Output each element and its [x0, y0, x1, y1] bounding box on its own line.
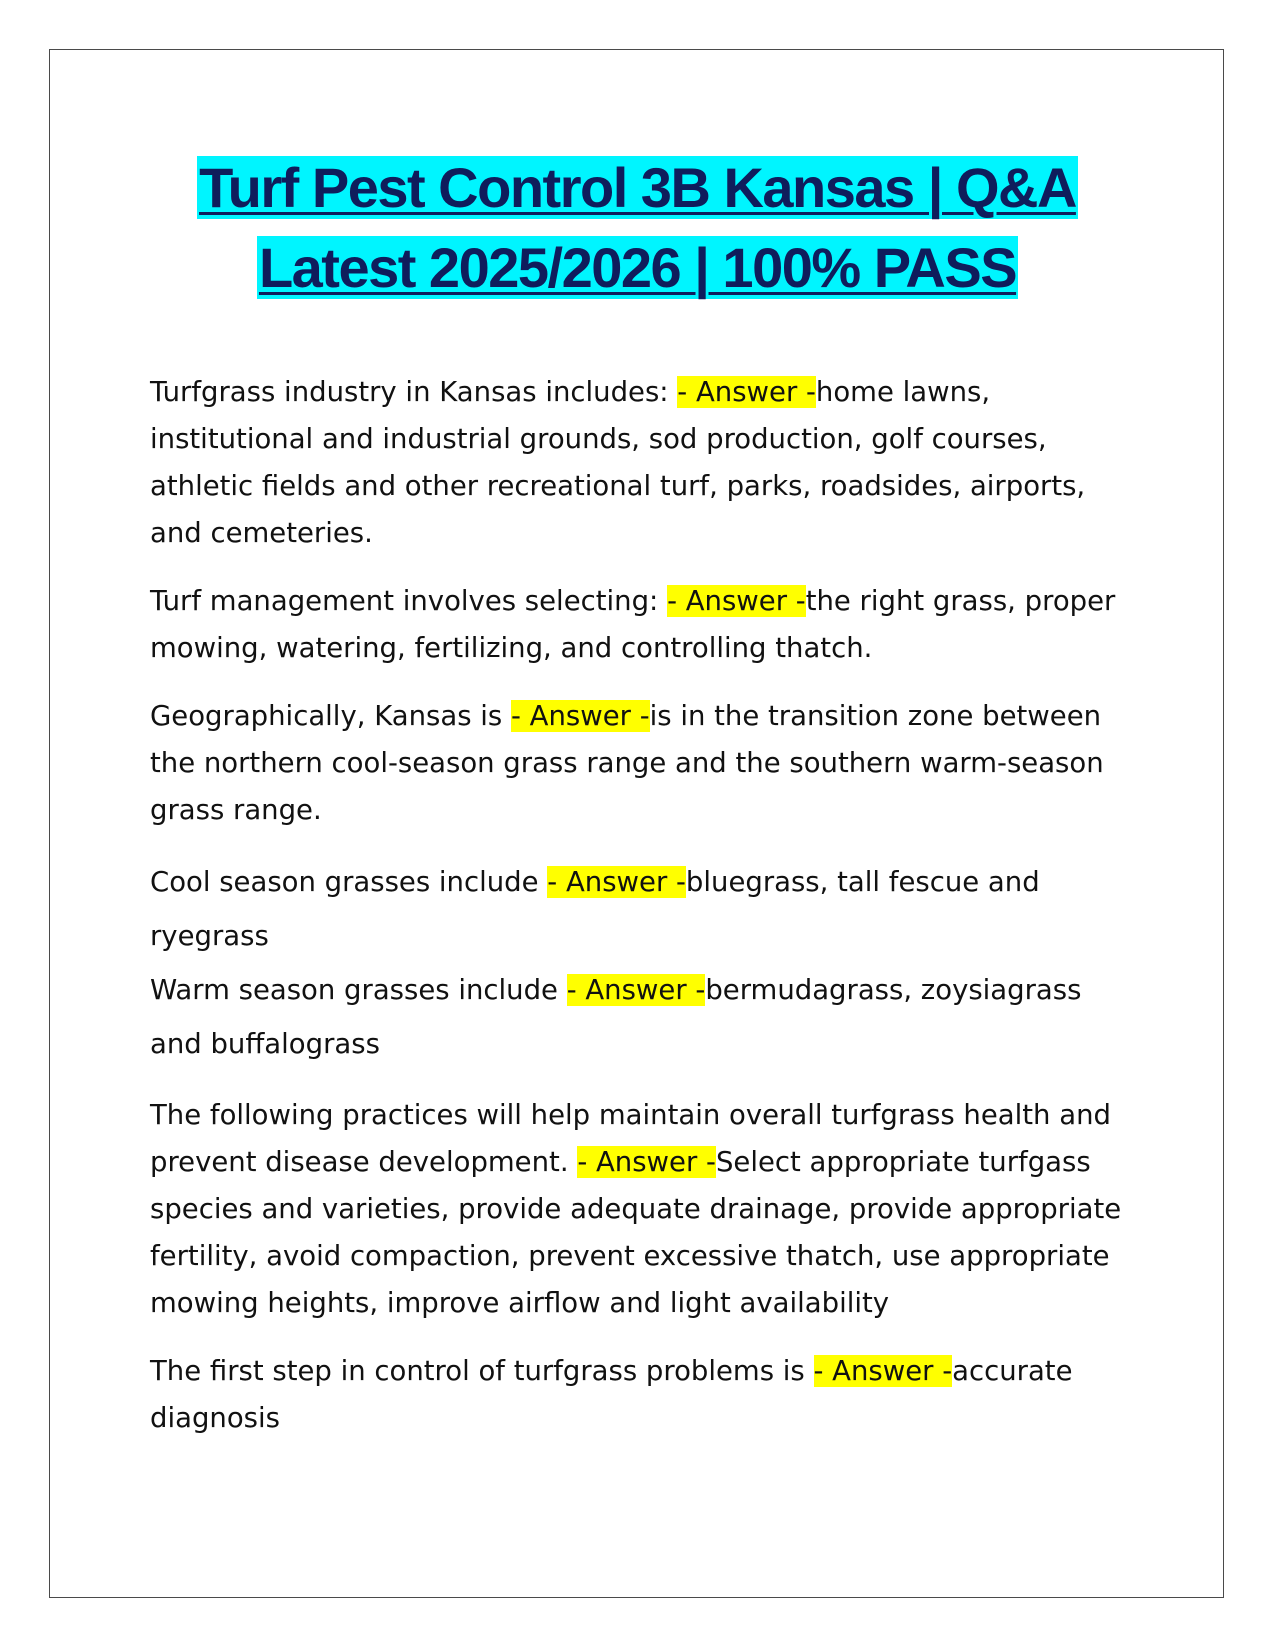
title-line-2: Latest 2025/2026 | 100% PASS [258, 236, 1017, 299]
qa-item [150, 369, 1140, 557]
question-text: Turfgrass industry in Kansas includes: [150, 376, 678, 408]
answer-text: bermudagrass, zoysiagrass and buffalograss [150, 974, 1082, 1060]
qa-item [150, 855, 1140, 963]
answer-marker: - Answer - [511, 700, 650, 732]
answer-text: bluegrass, tall fescue and ryegrass [150, 866, 1040, 952]
answer-marker: - Answer - [813, 1355, 953, 1387]
question-text: The following practices will help maintain overall turfgrass health and prevent disease development. [150, 1099, 1111, 1178]
qa-list [150, 369, 1140, 1463]
qa-item [150, 578, 1140, 672]
question-text: Turf management involves selecting: [150, 585, 668, 617]
answer-marker: - Answer - [677, 376, 816, 408]
answer-marker: - Answer - [667, 585, 806, 617]
document-title [100, 148, 1175, 308]
answer-text: is in the transition zone between the northern cool-season grass range and the southern warm-season grass range. [150, 700, 1104, 826]
answer-text: home lawns, institutional and industrial grounds, sod production, golf courses, athletic fields and other recreational turf, parks, roadsides, airports, and cemeteries. [150, 376, 1086, 549]
answer-text: accurate diagnosis [150, 1355, 1073, 1434]
question-text: Geographically, Kansas is [150, 700, 511, 732]
answer-marker: - Answer - [566, 974, 706, 1006]
answer-marker: - Answer - [547, 866, 686, 898]
qa-item [150, 963, 1140, 1071]
question-text: Warm season grasses include [150, 974, 567, 1006]
title-line-1: Turf Pest Control 3B Kansas | Q&A [199, 156, 1076, 219]
answer-marker: - Answer - [577, 1146, 716, 1178]
question-text: The first step in control of turfgrass problems is [150, 1355, 814, 1387]
answer-text: Select appropriate turfgass species and varieties, provide adequate drainage, provide appropriate fertility, avoid compaction, prevent excessive thatch, use appropriate mowing heights, improve airflow and light availability [150, 1146, 1122, 1319]
qa-item [150, 1348, 1140, 1442]
answer-text: the right grass, proper mowing, watering, fertilizing, and controlling thatch. [150, 585, 1116, 664]
qa-item [150, 1092, 1140, 1327]
question-text: Cool season grasses include [150, 866, 548, 898]
qa-item [150, 693, 1140, 834]
